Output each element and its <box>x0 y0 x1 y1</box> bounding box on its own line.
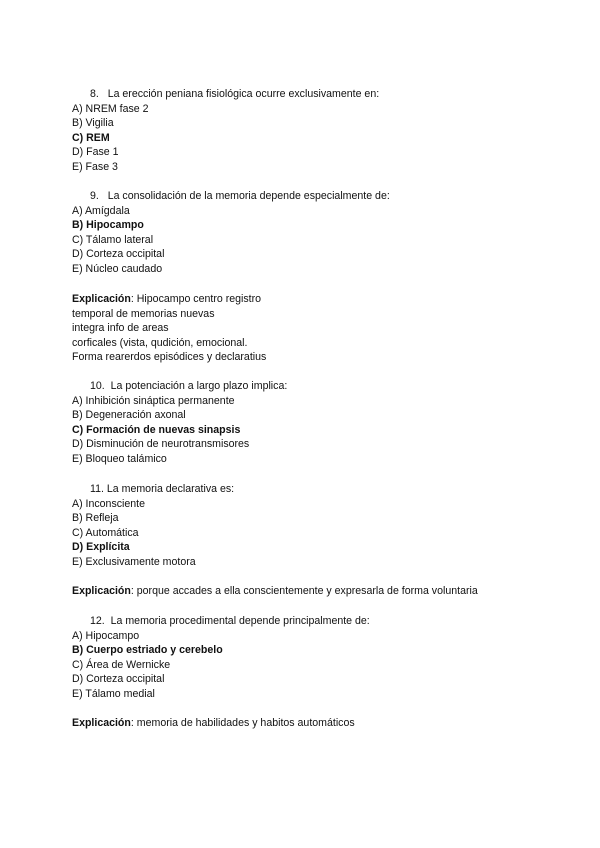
explanation-line: integra info de areas <box>72 322 169 335</box>
explanation-label: Explicación <box>72 717 131 729</box>
explanation-line: : porque accades a ella conscientemente y expresarla de forma voluntaria <box>130 585 478 597</box>
option-a: A) NREM fase 2 <box>72 102 149 115</box>
option-b-correct: B) Cuerpo estriado y cerebelo <box>72 644 223 657</box>
option-c-correct: C) Formación de nuevas sinapsis <box>72 423 241 436</box>
option-a: A) Inconsciente <box>72 497 146 510</box>
explanation-line: temporal de memorias nuevas <box>72 307 215 320</box>
option-b: B) Degeneración axonal <box>72 409 186 422</box>
option-e: E) Bloqueo talámico <box>72 452 167 465</box>
question-11 <box>72 482 542 570</box>
option-e: E) Fase 3 <box>72 160 118 173</box>
explanation-label: Explicación <box>72 293 131 305</box>
option-b: B) Refleja <box>72 512 119 525</box>
explanation-11 <box>72 584 572 599</box>
question-10 <box>72 379 542 467</box>
explanation-9 <box>72 292 542 365</box>
option-a: A) Amígdala <box>72 204 130 217</box>
explanation-line: Forma rearerdos episódices y declaratius <box>72 351 267 364</box>
option-c: C) Automática <box>72 526 139 539</box>
option-a: A) Hipocampo <box>72 629 140 642</box>
explanation-line: : memoria de habilidades y habitos automáticos <box>130 717 355 729</box>
question-text: 8. La erección peniana fisiológica ocurre exclusivamente en: <box>90 88 380 100</box>
option-e: E) Exclusivamente motora <box>72 555 196 568</box>
explanation-line: corficales (vista, qudición, emocional. <box>72 336 248 349</box>
question-12 <box>72 614 542 702</box>
option-b: B) Vigilia <box>72 117 114 130</box>
question-text: 9. La consolidación de la memoria depende especialmente de: <box>90 190 390 202</box>
option-c: C) Tálamo lateral <box>72 233 154 246</box>
option-d-correct: D) Explícita <box>72 541 130 554</box>
option-d: D) Disminución de neurotransmisores <box>72 438 250 451</box>
explanation-12 <box>72 716 542 731</box>
option-c-correct: C) REM <box>72 131 110 144</box>
question-text: 10. La potenciación a largo plazo implica: <box>90 380 288 392</box>
option-d: D) Fase 1 <box>72 146 119 159</box>
question-8 <box>72 87 542 175</box>
option-d: D) Corteza occipital <box>72 673 165 686</box>
explanation-label: Explicación <box>72 585 131 597</box>
option-a: A) Inhibición sináptica permanente <box>72 394 235 407</box>
option-d: D) Corteza occipital <box>72 248 165 261</box>
explanation-line: : Hipocampo centro registro <box>130 293 262 305</box>
option-e: E) Tálamo medial <box>72 687 155 700</box>
option-e: E) Núcleo caudado <box>72 262 163 275</box>
question-text: 11. La memoria declarativa es: <box>90 483 235 495</box>
question-text: 12. La memoria procedimental depende principalmente de: <box>90 615 370 627</box>
question-9 <box>72 189 542 277</box>
option-c: C) Área de Wernicke <box>72 658 171 671</box>
option-b-correct: B) Hipocampo <box>72 219 144 232</box>
